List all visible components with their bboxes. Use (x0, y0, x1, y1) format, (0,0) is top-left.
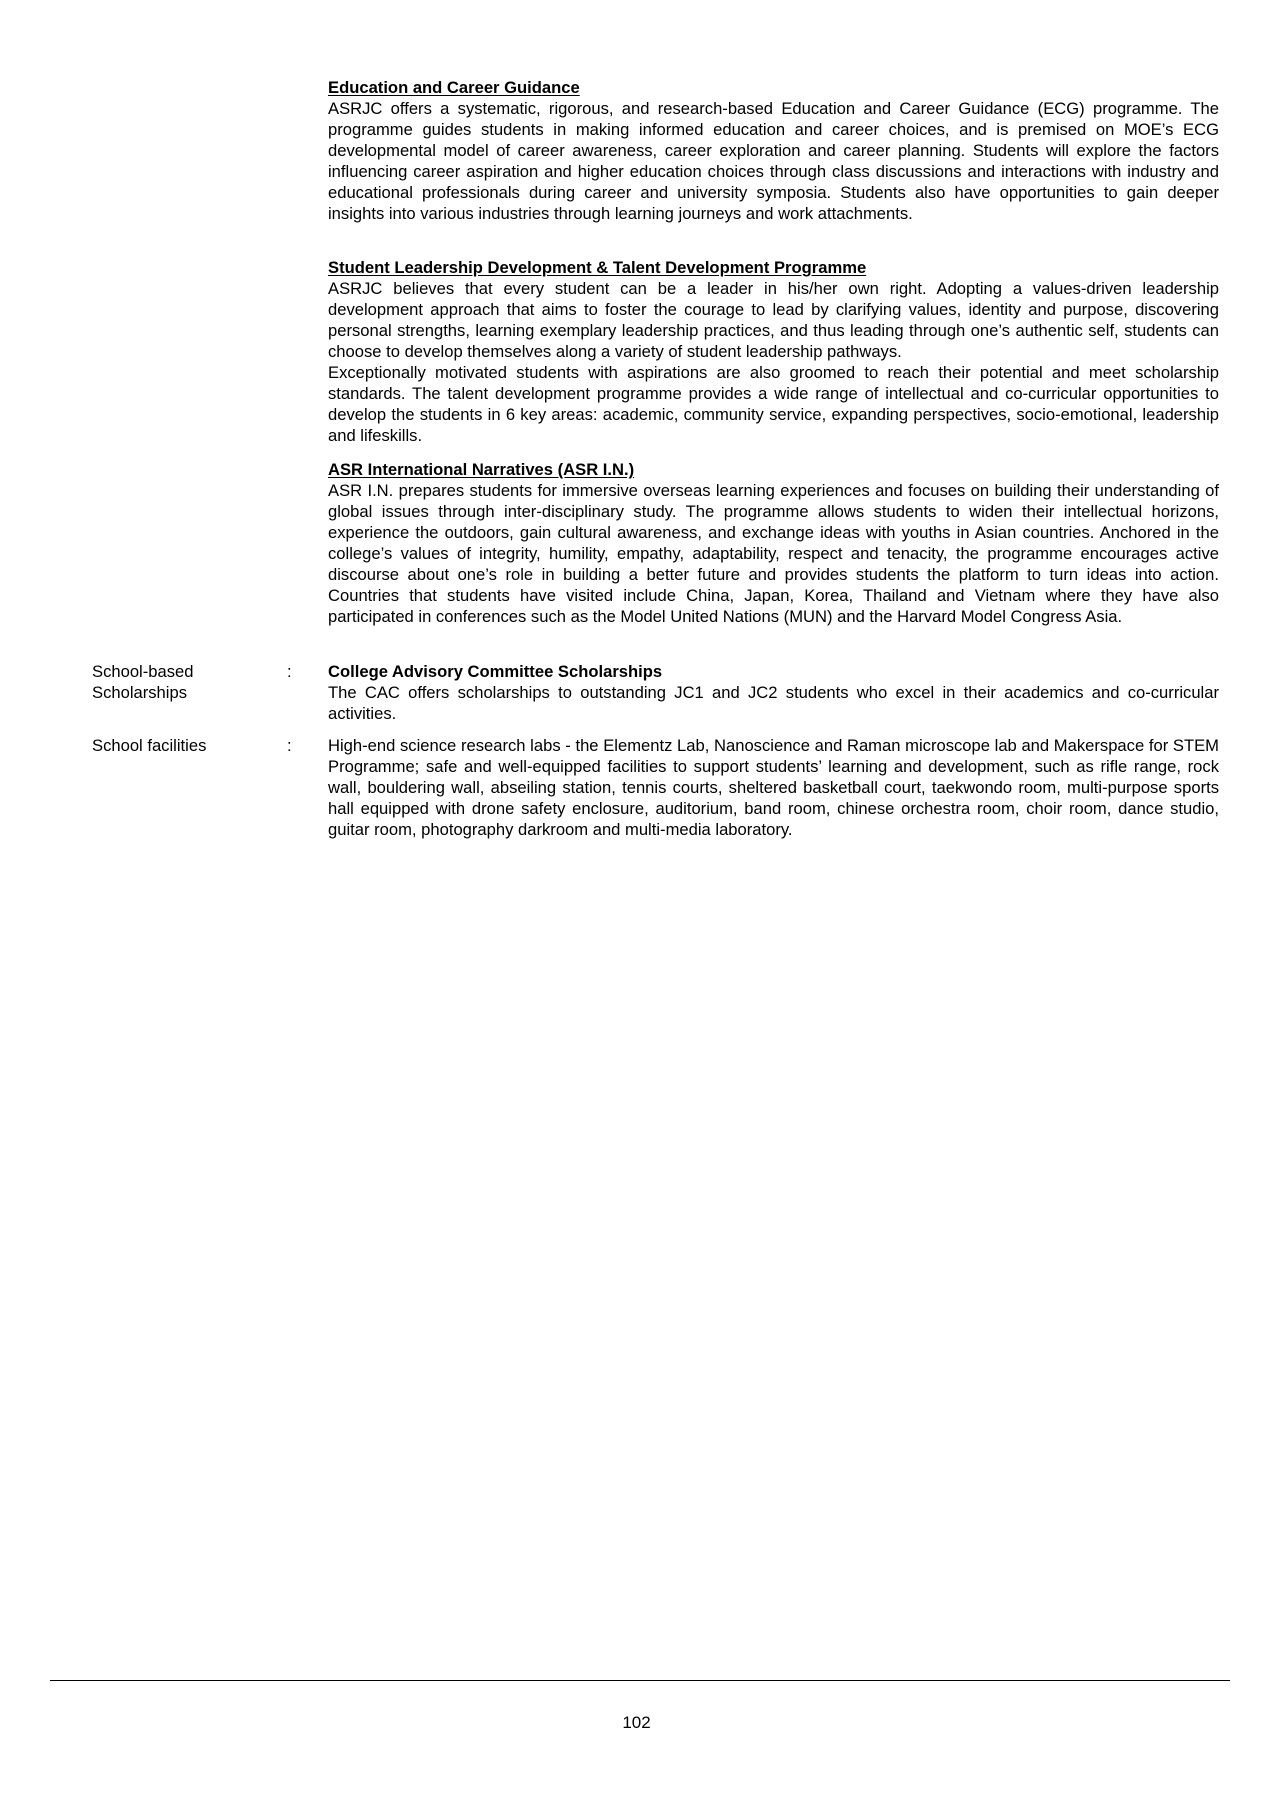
section-paragraph: ASRJC offers a systematic, rigorous, and research-based Education and Career Guidance (ECG) programme. The programme guides students in making informed education and career choices, and is premised on MOE’s ECG developmental model of career awareness, career exploration and career planning. Students will explore the factors influencing career aspiration and higher education choices through class discussions and interactions with industry and educational professionals during career and university symposia. Students also have opportunities to gain deeper insights into various industries through learning journeys and work attachments. (328, 99, 1219, 223)
row-colon: : (287, 736, 292, 755)
row-paragraph: The CAC offers scholarships to outstanding JC1 and JC2 students who excel in their academics and co-curricular activities. (328, 683, 1219, 723)
page-number: 102 (622, 1713, 651, 1732)
row-label: School-based Scholarships (92, 662, 194, 702)
section-education-career-guidance (328, 77, 1219, 224)
row-content (328, 661, 1219, 724)
row-label: School facilities (92, 736, 207, 755)
section-asr-international-narratives (328, 459, 1219, 627)
section-paragraph: Exceptionally motivated students with aspirations are also groomed to reach their potential and meet scholarship standards. The talent development programme provides a wide range of intellectual and co-curricular opportunities to develop the students in 6 key areas: academic, community service, expanding perspectives, socio-emotional, leadership and lifeskills. (328, 363, 1219, 445)
row-colon: : (287, 662, 292, 681)
section-heading: Education and Career Guidance (328, 78, 580, 97)
row-content (328, 735, 1219, 840)
row-heading: College Advisory Committee Scholarships (328, 662, 663, 681)
section-paragraph: ASR I.N. prepares students for immersive overseas learning experiences and focuses on building their understanding of global issues through inter-disciplinary study. The programme allows students to widen their intellectual horizons, experience the outdoors, gain cultural awareness, and exchange ideas with youths in Asian countries. Anchored in the college’s values of integrity, humility, empathy, adaptability, respect and tenacity, the programme encourages active discourse about one’s role in building a better future and provides students the platform to turn ideas into action. Countries that students have visited include China, Japan, Korea, Thailand and Vietnam where they have also participated in conferences such as the Model United Nations (MUN) and the Harvard Model Congress Asia. (328, 481, 1219, 626)
section-student-leadership (328, 257, 1219, 446)
footer-divider (50, 1680, 1230, 1681)
section-heading: Student Leadership Development & Talent Development Programme (328, 258, 867, 277)
row-paragraph: High-end science research labs - the Elementz Lab, Nanoscience and Raman microscope lab and Makerspace for STEM Programme; safe and well-equipped facilities to support students’ learning and development, such as rifle range, rock wall, bouldering wall, abseiling station, tennis courts, sheltered basketball court, taekwondo room, multi-purpose sports hall equipped with drone safety enclosure, auditorium, band room, chinese orchestra room, choir room, dance studio, guitar room, photography darkroom and multi-media laboratory. (328, 736, 1219, 839)
section-heading: ASR International Narratives (ASR I.N.) (328, 460, 635, 479)
section-paragraph: ASRJC believes that every student can be a leader in his/her own right. Adopting a values-driven leadership development approach that aims to foster the courage to lead by clarifying values, identity and purpose, discovering personal strengths, learning exemplary leadership practices, and thus leading through one’s authentic self, students can choose to develop themselves along a variety of student leadership pathways. (328, 279, 1219, 361)
